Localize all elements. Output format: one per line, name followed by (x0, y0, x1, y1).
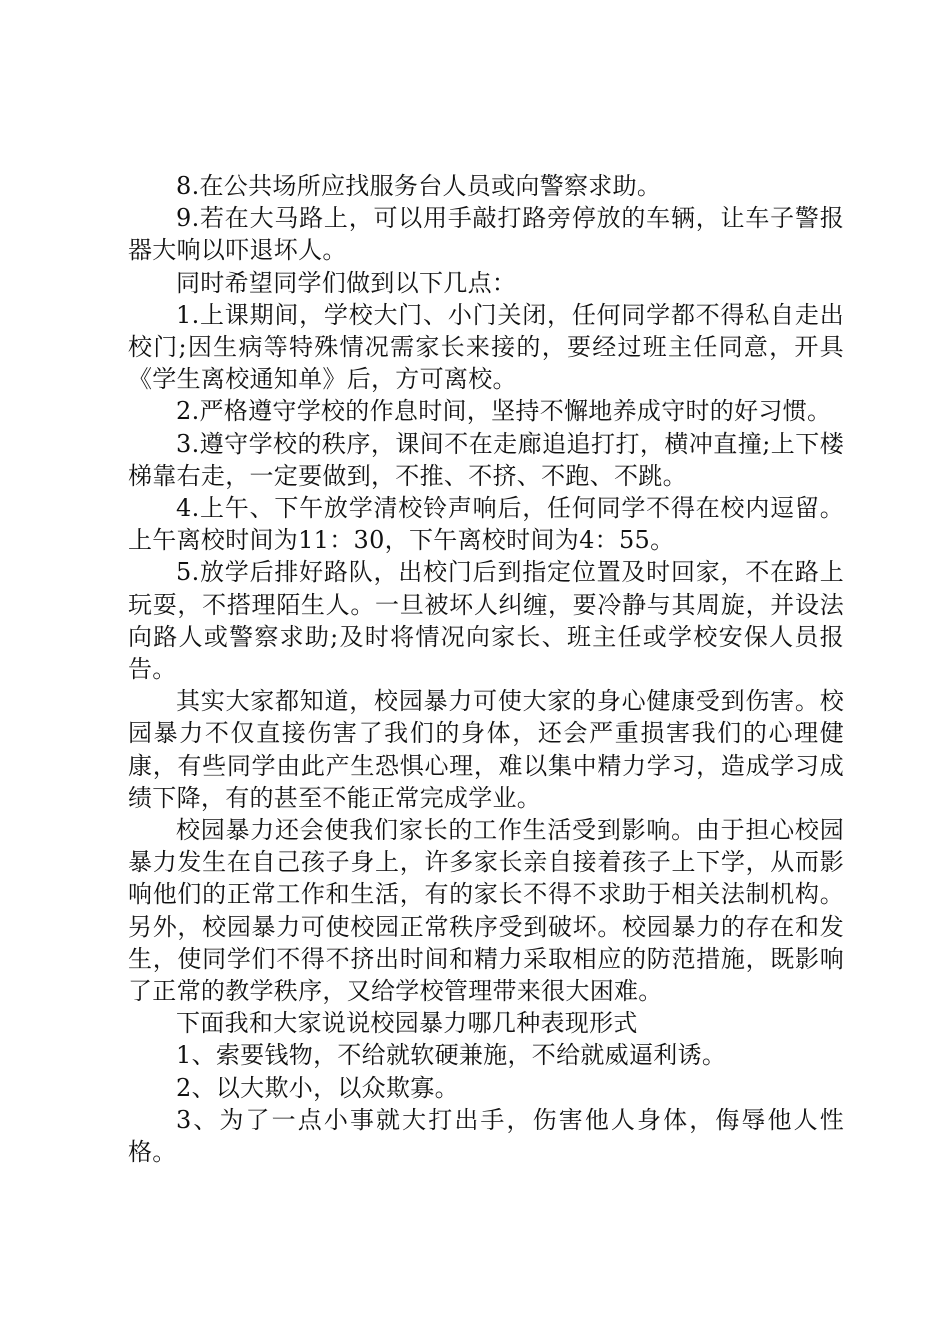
paragraph-form-3: 3、为了一点小事就大打出手，伤害他人身体，侮辱他人性格。 (128, 1105, 844, 1167)
paragraph-violence-parents: 校园暴力还会使我们家长的工作生活受到影响。由于担心校园暴力发生在自己孩子身上，许多家长亲自接着孩子上下学，从而影响他们的正常工作和生活，有的家长不得不求助于相关法制机构。另外，校园暴力可使校园正常秩序受到破坏。校园暴力的存在和发生，使同学们不得不挤出时间和精力采取相应的防范措施，既影响了正常的教学秩序，又给学校管理带来很大困难。 (128, 816, 844, 1006)
paragraph-form-2: 2、以大欺小，以众欺寡。 (176, 1073, 459, 1102)
paragraph-rule-1: 1.上课期间，学校大门、小门关闭，任何同学都不得私自走出校门;因生病等特殊情况需家长来接的，要经过班主任同意，开具《学生离校通知单》后，方可离校。 (128, 300, 844, 394)
paragraph-forms-intro: 下面我和大家说说校园暴力哪几种表现形式 (176, 1009, 638, 1038)
paragraph-rule-5: 5.放学后排好路队，出校门后到指定位置及时回家，不在路上玩耍，不搭理陌生人。一旦被坏人纠缠，要冷静与其周旋，并设法向路人或警察求助;及时将情况向家长、班主任或学校安保人员报告。 (128, 558, 844, 684)
paragraph-rule-4: 4.上午、下午放学清校铃声响后，任何同学不得在校内逗留。上午离校时间为11：30，下午离校时间为4：55。 (128, 494, 844, 555)
paragraph-rule-3: 3.遵守学校的秩序，课间不在走廊追追打打，横冲直撞;上下楼梯靠右走，一定要做到，不推、不挤、不跑、不跳。 (128, 429, 844, 490)
paragraph-tip-8: 8.在公共场所应找服务台人员或向警察求助。 (176, 172, 662, 200)
paragraph-rule-2: 2.严格遵守学校的作息时间，坚持不懈地养成守时的好习惯。 (176, 397, 832, 426)
paragraph-tip-9: 9.若在大马路上，可以用手敲打路旁停放的车辆，让车子警报器大响以吓退坏人。 (128, 204, 844, 265)
paragraph-violence-harm: 其实大家都知道，校园暴力可使大家的身心健康受到伤害。校园暴力不仅直接伤害了我们的身体，还会严重损害我们的心理健康，有些同学由此产生恐惧心理，难以集中精力学习，造成学习成绩下降，有的甚至不能正常完成学业。 (128, 687, 844, 812)
paragraph-intro-rules: 同时希望同学们做到以下几点： (176, 268, 517, 297)
document-body (128, 170, 844, 1168)
paragraph-form-1: 1、索要钱物，不给就软硬兼施，不给就威逼利诱。 (176, 1041, 727, 1070)
